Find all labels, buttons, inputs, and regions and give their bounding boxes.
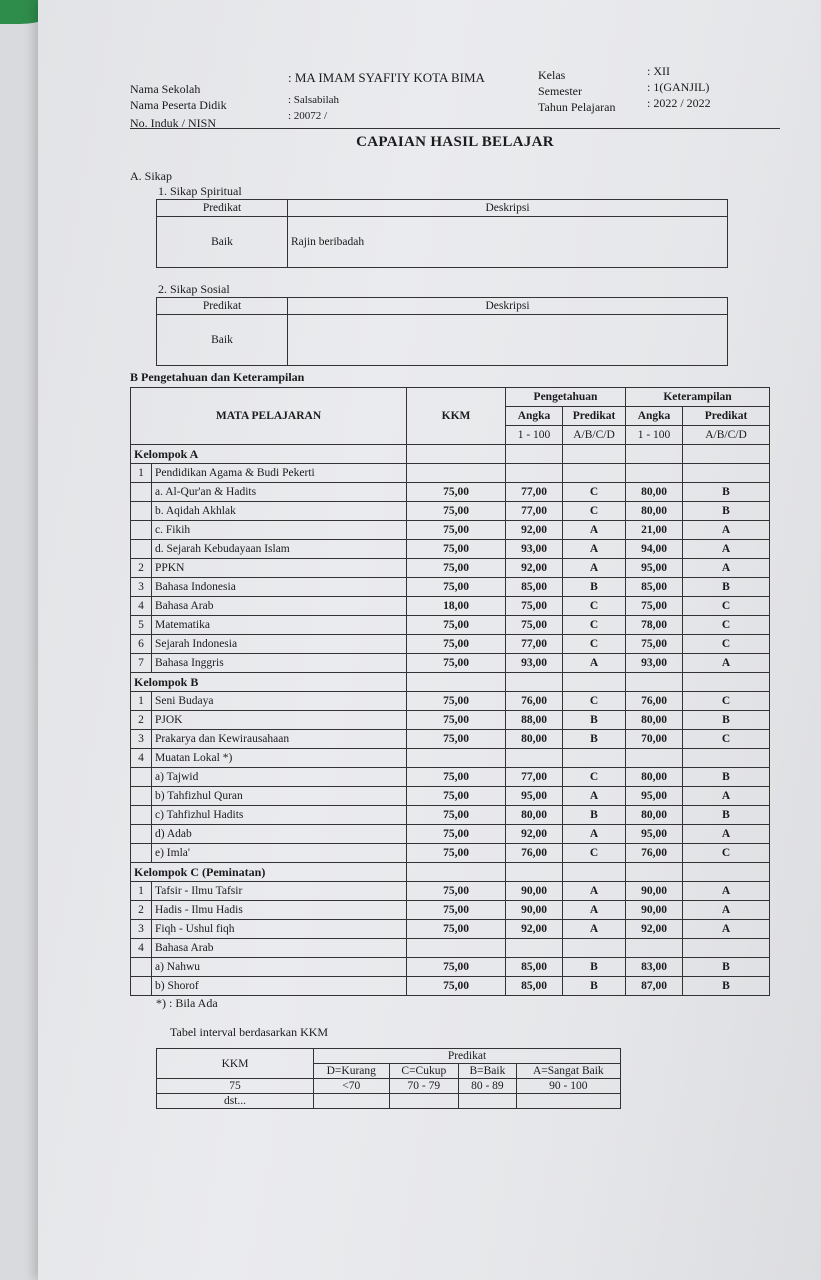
spiritual-table — [156, 199, 728, 268]
pengetahuan-predikat: B — [563, 958, 626, 977]
pengetahuan-predikat: A — [563, 882, 626, 901]
sosial-table — [156, 297, 728, 366]
pengetahuan-angka: 76,00 — [506, 692, 563, 711]
nisn-value: : 20072 / — [288, 110, 328, 122]
pengetahuan-predikat: B — [563, 578, 626, 597]
row-number — [131, 502, 152, 521]
pengetahuan-predikat: A — [563, 559, 626, 578]
row-number: 2 — [131, 901, 152, 920]
keterampilan-predikat: B — [683, 977, 770, 996]
subject-name: Tafsir - Ilmu Tafsir — [152, 882, 407, 901]
category-row — [131, 939, 770, 958]
table-row — [131, 483, 770, 502]
empty-cell — [506, 445, 563, 464]
empty-cell — [506, 749, 563, 768]
pengetahuan-angka: 75,00 — [506, 616, 563, 635]
row-number: 4 — [131, 597, 152, 616]
subject-name: b) Tahfizhul Quran — [152, 787, 407, 806]
keterampilan-predikat: A — [683, 787, 770, 806]
subject-name: d) Adab — [152, 825, 407, 844]
school-value: : MA IMAM SYAFI'IY KOTA BIMA — [288, 70, 485, 85]
keterampilan-angka: 78,00 — [626, 616, 683, 635]
spiritual-col-deskripsi: Deskripsi — [288, 200, 728, 217]
pengetahuan-angka: 93,00 — [506, 540, 563, 559]
empty-cell — [626, 445, 683, 464]
keterampilan-angka: 21,00 — [626, 521, 683, 540]
pengetahuan-angka: 77,00 — [506, 502, 563, 521]
keterampilan-predikat: A — [683, 540, 770, 559]
col-keterampilan: Keterampilan — [626, 388, 770, 407]
empty-cell — [407, 749, 506, 768]
keterampilan-angka: 92,00 — [626, 920, 683, 939]
report-content — [130, 60, 780, 1109]
sosial-deskripsi — [288, 315, 728, 366]
keterampilan-angka: 80,00 — [626, 502, 683, 521]
pengetahuan-predikat: A — [563, 540, 626, 559]
keterampilan-predikat: B — [683, 958, 770, 977]
subject-name: d. Sejarah Kebudayaan Islam — [152, 540, 407, 559]
pengetahuan-angka: 92,00 — [506, 559, 563, 578]
year-label: Tahun Pelajaran — [538, 100, 616, 114]
empty-cell — [407, 445, 506, 464]
subject-name: c) Tahfizhul Hadits — [152, 806, 407, 825]
year-value: : 2022 / 2022 — [647, 96, 711, 110]
section-b-label: B Pengetahuan dan Keterampilan — [130, 370, 305, 384]
pengetahuan-angka: 85,00 — [506, 958, 563, 977]
row-number: 2 — [131, 711, 152, 730]
empty-cell — [626, 464, 683, 483]
row-number: 5 — [131, 616, 152, 635]
pengetahuan-angka: 92,00 — [506, 521, 563, 540]
subject-name: Sejarah Indonesia — [152, 635, 407, 654]
table-row — [131, 540, 770, 559]
kkm-value: 75,00 — [407, 730, 506, 749]
table-row — [131, 559, 770, 578]
table-row — [131, 768, 770, 787]
keterampilan-angka: 87,00 — [626, 977, 683, 996]
pengetahuan-angka: 80,00 — [506, 806, 563, 825]
subject-name: a) Nahwu — [152, 958, 407, 977]
keterampilan-predikat: B — [683, 483, 770, 502]
empty-cell — [683, 749, 770, 768]
col-p-range: 1 - 100 — [506, 426, 563, 445]
subject-name: Prakarya dan Kewirausahaan — [152, 730, 407, 749]
subject-name: Bahasa Indonesia — [152, 578, 407, 597]
empty-cell — [683, 673, 770, 692]
kkm-value: 75,00 — [407, 578, 506, 597]
keterampilan-angka: 90,00 — [626, 901, 683, 920]
empty-cell — [683, 464, 770, 483]
pengetahuan-predikat: B — [563, 977, 626, 996]
empty-cell — [683, 445, 770, 464]
keterampilan-predikat: B — [683, 502, 770, 521]
row-number: 4 — [131, 939, 152, 958]
empty-cell — [563, 464, 626, 483]
row-number — [131, 483, 152, 502]
spiritual-predikat: Baik — [157, 217, 288, 268]
category-row — [131, 464, 770, 483]
keterampilan-angka: 70,00 — [626, 730, 683, 749]
table-row — [131, 654, 770, 673]
empty-cell — [407, 673, 506, 692]
interval-d: <70 — [314, 1079, 390, 1094]
keterampilan-angka: 93,00 — [626, 654, 683, 673]
row-number — [131, 977, 152, 996]
keterampilan-angka: 83,00 — [626, 958, 683, 977]
table-row — [131, 730, 770, 749]
sosial-predikat: Baik — [157, 315, 288, 366]
row-number — [131, 806, 152, 825]
semester-value: : 1(GANJIL) — [647, 80, 710, 94]
keterampilan-angka: 76,00 — [626, 844, 683, 863]
keterampilan-angka: 80,00 — [626, 711, 683, 730]
subject-name: Bahasa Inggris — [152, 654, 407, 673]
empty-cell — [683, 939, 770, 958]
row-number — [131, 540, 152, 559]
group-row — [131, 445, 770, 464]
kkm-value: 75,00 — [407, 787, 506, 806]
interval-kkm: dst... — [157, 1094, 314, 1109]
kkm-value: 75,00 — [407, 920, 506, 939]
col-p-grades: A/B/C/D — [563, 426, 626, 445]
keterampilan-angka: 95,00 — [626, 787, 683, 806]
pengetahuan-predikat: B — [563, 711, 626, 730]
empty-cell — [563, 939, 626, 958]
pengetahuan-angka: 85,00 — [506, 578, 563, 597]
group-name: Kelompok C (Peminatan) — [131, 863, 407, 882]
interval-d — [314, 1094, 390, 1109]
keterampilan-angka: 85,00 — [626, 578, 683, 597]
row-number: 6 — [131, 635, 152, 654]
pengetahuan-predikat: C — [563, 502, 626, 521]
empty-cell — [506, 464, 563, 483]
interval-col-d: D=Kurang — [314, 1064, 390, 1079]
pengetahuan-predikat: C — [563, 844, 626, 863]
pengetahuan-angka: 92,00 — [506, 825, 563, 844]
table-row — [131, 711, 770, 730]
pengetahuan-angka: 75,00 — [506, 597, 563, 616]
subject-name: PPKN — [152, 559, 407, 578]
row-number: 2 — [131, 559, 152, 578]
pengetahuan-predikat: A — [563, 521, 626, 540]
category-row — [131, 749, 770, 768]
pengetahuan-angka: 90,00 — [506, 882, 563, 901]
table-row — [131, 958, 770, 977]
keterampilan-predikat: C — [683, 635, 770, 654]
pengetahuan-predikat: A — [563, 920, 626, 939]
kkm-value: 75,00 — [407, 825, 506, 844]
kkm-value: 75,00 — [407, 711, 506, 730]
kkm-value: 75,00 — [407, 502, 506, 521]
table-row — [131, 901, 770, 920]
pengetahuan-predikat: A — [563, 825, 626, 844]
keterampilan-predikat: A — [683, 882, 770, 901]
table-row — [131, 692, 770, 711]
table-row — [131, 825, 770, 844]
keterampilan-predikat: B — [683, 806, 770, 825]
subject-name: c. Fikih — [152, 521, 407, 540]
table-row — [131, 502, 770, 521]
subject-name: Seni Budaya — [152, 692, 407, 711]
row-number: 4 — [131, 749, 152, 768]
kkm-value: 75,00 — [407, 806, 506, 825]
empty-cell — [626, 749, 683, 768]
interval-kkm: 75 — [157, 1079, 314, 1094]
pengetahuan-angka: 76,00 — [506, 844, 563, 863]
kkm-value: 75,00 — [407, 768, 506, 787]
table-row — [131, 920, 770, 939]
interval-predikat-header: Predikat — [314, 1049, 621, 1064]
grades-table — [130, 387, 770, 996]
kkm-value: 75,00 — [407, 635, 506, 654]
row-number — [131, 768, 152, 787]
keterampilan-predikat: A — [683, 654, 770, 673]
row-number: 7 — [131, 654, 152, 673]
col-kkm: KKM — [407, 388, 506, 445]
keterampilan-predikat: A — [683, 559, 770, 578]
section-a-label: A. Sikap — [130, 169, 172, 183]
subject-name: a. Al-Qur'an & Hadits — [152, 483, 407, 502]
group-row — [131, 863, 770, 882]
kkm-value: 75,00 — [407, 483, 506, 502]
kkm-value: 75,00 — [407, 901, 506, 920]
kkm-value: 75,00 — [407, 559, 506, 578]
row-number — [131, 787, 152, 806]
spiritual-title: 1. Sikap Spiritual — [158, 184, 242, 198]
empty-cell — [506, 673, 563, 692]
empty-cell — [563, 863, 626, 882]
row-number — [131, 958, 152, 977]
keterampilan-angka: 90,00 — [626, 882, 683, 901]
kkm-value: 75,00 — [407, 616, 506, 635]
pengetahuan-predikat: A — [563, 901, 626, 920]
interval-table — [156, 1048, 621, 1109]
keterampilan-angka: 95,00 — [626, 825, 683, 844]
class-value: : XII — [647, 64, 670, 78]
kkm-value: 75,00 — [407, 977, 506, 996]
keterampilan-angka: 80,00 — [626, 806, 683, 825]
row-number: 1 — [131, 464, 152, 483]
keterampilan-angka: 76,00 — [626, 692, 683, 711]
keterampilan-predikat: A — [683, 901, 770, 920]
row-number: 1 — [131, 882, 152, 901]
student-value: : Salsabilah — [288, 94, 340, 106]
interval-caption: Tabel interval berdasarkan KKM — [170, 1025, 329, 1039]
pengetahuan-predikat: B — [563, 730, 626, 749]
kkm-value: 75,00 — [407, 521, 506, 540]
interval-c: 70 - 79 — [389, 1079, 459, 1094]
col-k-predikat: Predikat — [683, 407, 770, 426]
pengetahuan-predikat: C — [563, 616, 626, 635]
table-row — [131, 844, 770, 863]
semester-label: Semester — [538, 84, 582, 98]
subject-name: Bahasa Arab — [152, 939, 407, 958]
empty-cell — [506, 863, 563, 882]
col-mapel: MATA PELAJARAN — [131, 388, 407, 445]
student-label: Nama Peserta Didik — [130, 98, 227, 112]
pengetahuan-predikat: C — [563, 635, 626, 654]
interval-col-b: B=Baik — [459, 1064, 517, 1079]
empty-cell — [626, 673, 683, 692]
pengetahuan-predikat: A — [563, 654, 626, 673]
row-number — [131, 825, 152, 844]
interval-a — [516, 1094, 620, 1109]
table-row — [131, 787, 770, 806]
keterampilan-predikat: C — [683, 616, 770, 635]
page-title: CAPAIAN HASIL BELAJAR — [356, 134, 554, 150]
kkm-value: 18,00 — [407, 597, 506, 616]
keterampilan-predikat: B — [683, 578, 770, 597]
pengetahuan-predikat: C — [563, 483, 626, 502]
pengetahuan-angka: 95,00 — [506, 787, 563, 806]
keterampilan-predikat: C — [683, 692, 770, 711]
subject-name: Pendidikan Agama & Budi Pekerti — [152, 464, 407, 483]
empty-cell — [407, 464, 506, 483]
subject-name: Matematika — [152, 616, 407, 635]
row-number — [131, 844, 152, 863]
keterampilan-predikat: A — [683, 920, 770, 939]
interval-b: 80 - 89 — [459, 1079, 517, 1094]
subject-name: a) Tajwid — [152, 768, 407, 787]
interval-a: 90 - 100 — [516, 1079, 620, 1094]
kkm-value: 75,00 — [407, 844, 506, 863]
pengetahuan-angka: 77,00 — [506, 768, 563, 787]
keterampilan-angka: 75,00 — [626, 597, 683, 616]
header-divider — [130, 128, 780, 129]
empty-cell — [626, 939, 683, 958]
keterampilan-angka: 95,00 — [626, 559, 683, 578]
grades-body — [131, 445, 770, 996]
empty-cell — [407, 939, 506, 958]
table-row — [131, 882, 770, 901]
table-row — [131, 635, 770, 654]
kkm-value: 75,00 — [407, 882, 506, 901]
row-number: 3 — [131, 920, 152, 939]
keterampilan-angka: 75,00 — [626, 635, 683, 654]
spiritual-col-predikat: Predikat — [157, 200, 288, 217]
interval-kkm-header: KKM — [157, 1049, 314, 1079]
col-k-angka: Angka — [626, 407, 683, 426]
pengetahuan-predikat: C — [563, 597, 626, 616]
table-row — [131, 616, 770, 635]
school-label: Nama Sekolah — [130, 82, 201, 96]
group-name: Kelompok A — [131, 445, 407, 464]
pengetahuan-predikat: B — [563, 806, 626, 825]
col-p-predikat: Predikat — [563, 407, 626, 426]
empty-cell — [407, 863, 506, 882]
keterampilan-angka: 94,00 — [626, 540, 683, 559]
col-k-range: 1 - 100 — [626, 426, 683, 445]
student-header — [130, 60, 780, 140]
kkm-value: 75,00 — [407, 692, 506, 711]
keterampilan-predikat: A — [683, 825, 770, 844]
report-page — [38, 0, 821, 1280]
keterampilan-angka: 80,00 — [626, 768, 683, 787]
col-k-grades: A/B/C/D — [683, 426, 770, 445]
empty-cell — [563, 673, 626, 692]
sosial-title: 2. Sikap Sosial — [158, 282, 230, 296]
subject-name: Fiqh - Ushul fiqh — [152, 920, 407, 939]
keterampilan-predikat: A — [683, 521, 770, 540]
keterampilan-predikat: B — [683, 711, 770, 730]
keterampilan-predikat: C — [683, 730, 770, 749]
class-label: Kelas — [538, 68, 566, 82]
keterampilan-predikat: C — [683, 844, 770, 863]
subject-name: b) Shorof — [152, 977, 407, 996]
pengetahuan-angka: 88,00 — [506, 711, 563, 730]
subject-name: Hadis - Ilmu Hadis — [152, 901, 407, 920]
row-number: 3 — [131, 730, 152, 749]
subject-name: e) Imla' — [152, 844, 407, 863]
keterampilan-predikat: C — [683, 597, 770, 616]
pengetahuan-angka: 93,00 — [506, 654, 563, 673]
sosial-col-predikat: Predikat — [157, 298, 288, 315]
row-number: 1 — [131, 692, 152, 711]
pengetahuan-predikat: C — [563, 768, 626, 787]
group-row — [131, 673, 770, 692]
subject-name: b. Aqidah Akhlak — [152, 502, 407, 521]
spiritual-deskripsi: Rajin beribadah — [288, 217, 728, 268]
keterampilan-predikat: B — [683, 768, 770, 787]
pengetahuan-angka: 77,00 — [506, 483, 563, 502]
row-number: 3 — [131, 578, 152, 597]
nisn-label: No. Induk / NISN — [130, 116, 216, 130]
pengetahuan-angka: 92,00 — [506, 920, 563, 939]
pengetahuan-predikat: A — [563, 787, 626, 806]
pengetahuan-angka: 90,00 — [506, 901, 563, 920]
subject-name: Muatan Lokal *) — [152, 749, 407, 768]
table-row — [131, 521, 770, 540]
pengetahuan-predikat: C — [563, 692, 626, 711]
sosial-col-deskripsi: Deskripsi — [288, 298, 728, 315]
kkm-value: 75,00 — [407, 540, 506, 559]
subject-name: PJOK — [152, 711, 407, 730]
interval-c — [389, 1094, 459, 1109]
pengetahuan-angka: 77,00 — [506, 635, 563, 654]
table-row — [131, 597, 770, 616]
interval-col-a: A=Sangat Baik — [516, 1064, 620, 1079]
interval-col-c: C=Cukup — [389, 1064, 459, 1079]
keterampilan-angka: 80,00 — [626, 483, 683, 502]
empty-cell — [563, 749, 626, 768]
col-pengetahuan: Pengetahuan — [506, 388, 626, 407]
empty-cell — [506, 939, 563, 958]
interval-b — [459, 1094, 517, 1109]
pengetahuan-angka: 80,00 — [506, 730, 563, 749]
kkm-value: 75,00 — [407, 958, 506, 977]
empty-cell — [626, 863, 683, 882]
empty-cell — [683, 863, 770, 882]
footnote: *) : Bila Ada — [156, 996, 218, 1010]
kkm-value: 75,00 — [407, 654, 506, 673]
table-row — [131, 578, 770, 597]
col-p-angka: Angka — [506, 407, 563, 426]
empty-cell — [563, 445, 626, 464]
table-row — [131, 977, 770, 996]
group-name: Kelompok B — [131, 673, 407, 692]
pengetahuan-angka: 85,00 — [506, 977, 563, 996]
row-number — [131, 521, 152, 540]
table-row — [131, 806, 770, 825]
subject-name: Bahasa Arab — [152, 597, 407, 616]
